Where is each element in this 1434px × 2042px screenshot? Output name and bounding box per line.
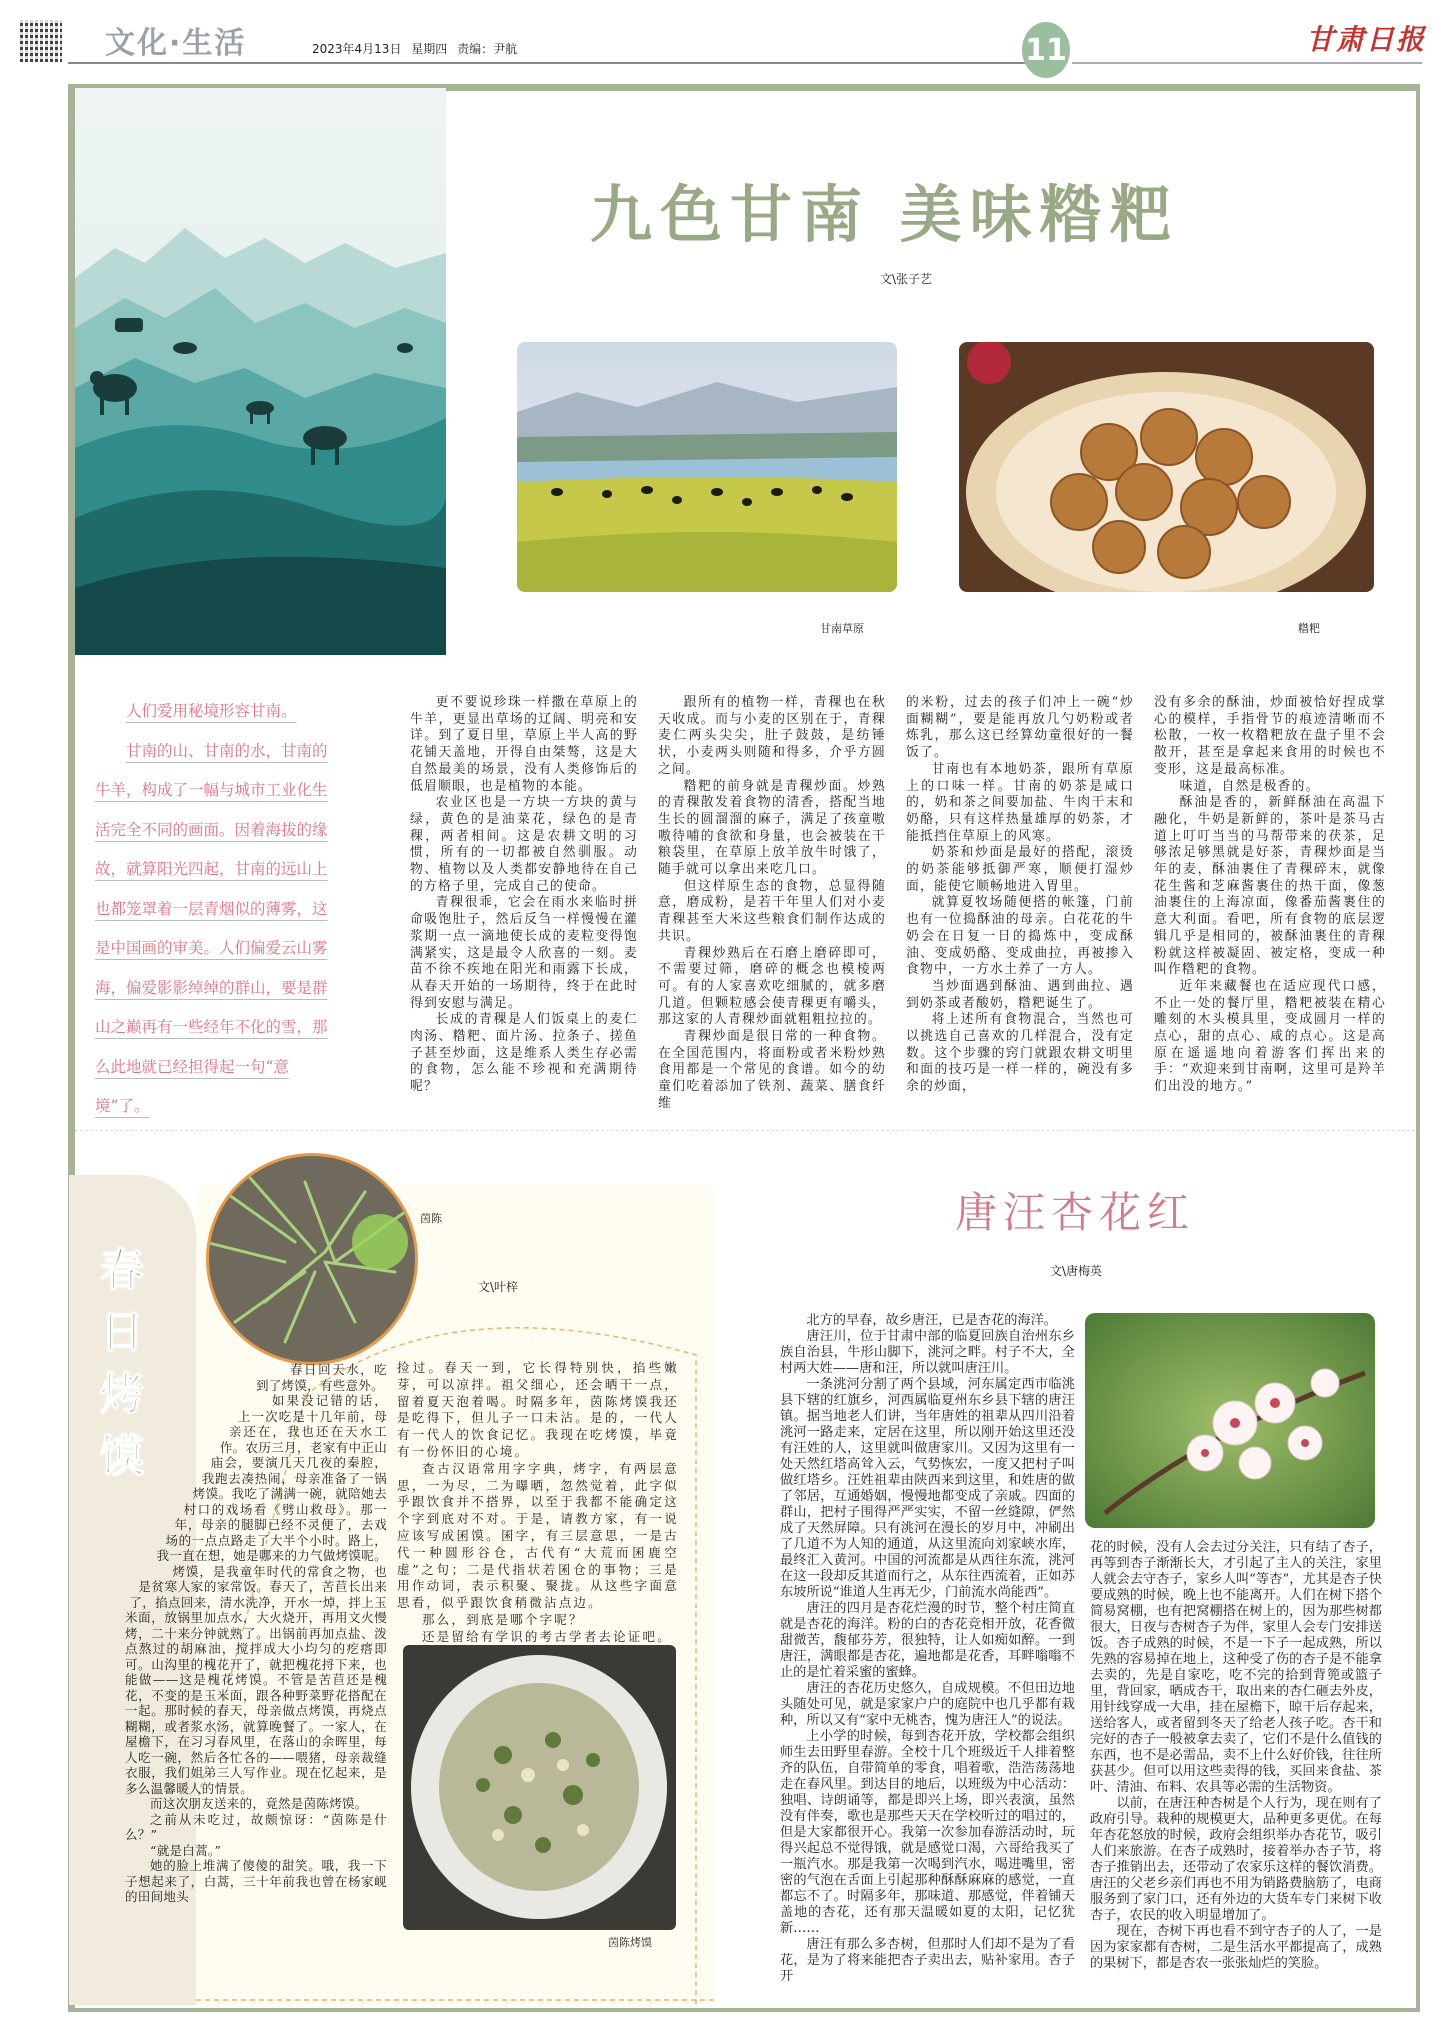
paragraph: 唐汪有那么多杏树，但那时人们却不是为了看花，是为了将来能把杏子卖出去，贴补家用。杏子开 <box>780 1937 1075 1984</box>
date: 2023年4月13日 <box>312 42 402 56</box>
landscape-illustration <box>75 88 446 655</box>
photo-caption: 茵陈烤馍 <box>608 1936 652 1949</box>
paragraph: 更不要说珍珠一样撒在草原上的牛羊，更显出草场的辽阔、明亮和安详。到了夏日里，草原上半人高的野花铺天盖地，开得自由桀骜，这是大自然最美的场景，没有人类修饰后的低眉顺眼，也是植物的本能。 <box>410 695 638 794</box>
paragraph: 那么，到底是哪个字呢？ <box>422 1611 584 1627</box>
paragraph: 捡过。春天一到，它长得特别快，掐些嫩芽，可以凉拌。祖父细心，还会晒干一点，留着夏天泡着喝。时隔多年，茵陈烤馍我还是吃得下，但儿子一口未沾。是的，一代人有一代人的饮食记忆。我现在吃烤馍，毕竟有一份怀旧的心境。 <box>397 1360 679 1459</box>
photo-gannan-grassland <box>517 342 897 592</box>
article-column <box>125 1362 387 1905</box>
section-title: 文化·生活 <box>105 26 247 61</box>
paragraph: 酥油是香的，新鲜酥油在高温下融化，牛奶是新鲜的，茶叶是茶马古道上叮叮当当的马帮带来的茯茶，足够浓足够黑就是好茶，青稞炒面是当年的麦，酥油裹住了青稞碎末，就像花生酱和芝麻酱裹住的热干面，像葱油裹住的上海凉面，像番茄酱裹住的意大利面。看吧，所有食物的底层逻辑几乎是相同的，被酥油裹住的青稞粉就这样被凝固、被定格，变成一种叫作糌粑的食物。 <box>1154 795 1386 978</box>
paragraph: 唐汪的杏花历史悠久，自成规模。不但田边地头随处可见，就是家家户户的庭院中也几乎都有栽种，所以又有“家中无桃杏，愧为唐汪人”的说法。 <box>780 1681 1075 1728</box>
page-number-badge: 11 <box>1022 22 1070 78</box>
article-column <box>397 1360 679 1646</box>
photo-caption: 茵陈 <box>420 1212 442 1225</box>
editor: 责编：尹航 <box>457 42 518 56</box>
paragraph: 青稞炒面是很日常的一种食物。在全国范围内，将面粉或者米粉炒熟食用都是一个常见的食谱。如今的幼童们吃着添加了铁剂、蔬菜、膳食纤维 <box>658 1029 886 1111</box>
paragraph: 糌粑的前身就是青稞炒面。炒熟的青稞散发着食物的清香，搭配当地生长的圆溜溜的麻子，满足了孩童嗷嗷待哺的食欲和身量，也会被装在干粮袋里，在草原上放羊放牛时饿了，随手就可以拿出来吃几口。 <box>658 778 886 878</box>
paragraph: 春日回天水，吃到了烤馍，有些意外。 <box>255 1362 387 1393</box>
paragraph: 青稞很乖，它会在雨水来临时拼命吸饱肚子，然后反刍一样慢慢在灌浆期一点一滴地使长成的麦粒变得饱满紧实，这是最令人欣喜的一刻。麦苗不徐不疾地在阳光和雨露下长成，从春天开始的一场期待，终于在此时得到安慰与满足。 <box>410 895 638 1011</box>
article-byline: 文\唐梅英 <box>1050 1264 1103 1278</box>
header-rule <box>68 62 1028 64</box>
paragraph: 而这次朋友送来的，竟然是茵陈烤馍。 <box>150 1796 368 1811</box>
paragraph: 甘南也有本地奶茶，跟所有草原上的口味一样。甘南的奶茶是咸口的，奶和茶之间要加盐、牛肉干末和奶酪，只有这样热量雄厚的奶茶，才能抵挡住草原上的风寒。 <box>906 761 1134 844</box>
paragraph: “就是白蒿。” <box>150 1842 222 1858</box>
article-byline: 文\叶梓 <box>478 1280 519 1294</box>
paragraph: 但这样原生态的食物，总显得随意，磨成粉，是若干年里人们对小麦青稞甚至大米这些粮食们制作达成的共识。 <box>658 878 886 944</box>
paragraph: 北方的早春，故乡唐汪，已是杏花的海洋。 <box>806 1313 1057 1328</box>
photo-artemisia <box>205 1152 420 1367</box>
paragraph: 现在，杏树下再也看不到守杏子的人了，一是因为家家都有杏树，二是生活水平都提高了，成熟的果树下，都是杏农一张张灿烂的笑脸。 <box>1090 1924 1382 1971</box>
paragraph: 当炒面遇到酥油、遇到曲拉、遇到奶茶或者酸奶，糌粑诞生了。 <box>906 978 1134 1011</box>
paragraph: 唐汪的四月是杏花烂漫的时节，整个村庄简直就是杏花的海洋。粉的白的杏花竞相开放，花香微甜微苦，馥郁芬芳，很独特，让人如痴如醉。一到唐汪，满眼都是杏花，遍地都是花香，耳畔嗡嗡不止的是忙着采蜜的蜜蜂。 <box>780 1601 1075 1680</box>
paragraph: 唐汪川，位于甘肃中部的临夏回族自治州东乡族自治县，牛形山脚下，洮河之畔。村子不大，全村两大姓——唐和汪，所以就叫唐汪川。 <box>780 1329 1075 1376</box>
paragraph: 农业区也是一方块一方块的黄与绿，黄色的是油菜花，绿色的是青稞，两者相间。这是农耕文明的习惯，所有的一切都被自然驯服。动物、植物以及人类都安静地待在自己的方格子里，完成自己的使命。 <box>410 795 638 894</box>
paragraph: 花的时候，没有人会去过分关注，只有结了杏子，再等到杏子渐渐长大，才引起了主人的关注，家里人就会去守杏子，家乡人叫“等杏”，尤其是杏子快要成熟的时候，晚上也不能离开。人们在树下搭个简易窝棚，也有把窝棚搭在树上的，因为那些树都很大，日夜与杏树杏子为伴，家里人会专门安排送饭。杏子成熟的时候，不是一下子一起成熟，所以先熟的容易掉在地上，这种受了伤的杏子是不能拿去卖的，先是自家吃，吃不完的拾到背篼或篮子里，背回家，晒成杏干，取出来的杏仁砸去外皮，用针线穿成一大串，挂在屋檐下，晾干后存起来，送给客人，或者留到冬天了给老人孩子吃。杏干和完好的杏子一般被拿去卖了，它们不是什么值钱的东西，也不是必需品，卖不上什么好价钱，往往所获甚少。但可以用这些卖得的钱，买回来食盐、茶叶、清油、布料、农具等必需的生活物资。 <box>1090 1540 1382 1795</box>
photo-apricot-blossoms <box>1085 1313 1375 1528</box>
paragraph: 没有多余的酥油，炒面被恰好捏成掌心的模样，手指骨节的痕迹清晰而不松散，一枚一枚糌粑放在盘子里不会散开，甚至是拿起来食用的时候也不变形，这是最高标准。 <box>1154 695 1386 777</box>
lead-paragraphs <box>95 692 330 1127</box>
paragraph: 跟所有的植物一样，青稞也在秋天收成。而与小麦的区别在于，青稞麦仁两头尖尖，肚子鼓鼓，是纺锤状，小麦两头则随和得多，介乎方圆之间。 <box>658 695 886 777</box>
photo-artemisia-kaomo <box>403 1645 676 1930</box>
dateline <box>312 40 517 57</box>
vertical-title: 春日烤馍 <box>100 1245 144 1482</box>
qr-code <box>20 20 62 62</box>
lead-paragraph: 人们爱用秘境形容甘南。 <box>126 702 297 720</box>
article-column <box>410 695 638 1115</box>
paragraph: 以前，在唐汪种杏树是个人行为，现在则有了政府引导。栽种的规模更大，品种更多更优。在每年杏花怒放的时候，政府会组织举办杏花节，吸引人们来旅游。在杏子成熟时，接着举办杏子节，将杏子推销出去，还带动了农家乐这样的餐饮消费。唐汪的父老乡亲们再也不用为销路费脑筋了，电商服务到了家门口，还有外边的大货车专门来树下收杏子，农民的收入明显增加了。 <box>1090 1796 1382 1923</box>
paragraph: 上小学的时候，每到杏花开放，学校都会组织师生去田野里春游。全校十几个班级近千人排着整齐的队伍，自带简单的零食，唱着歌，浩浩荡荡地走在春风里。到达目的地后，以班级为中心活动：独唱、诗朗诵等，都是即兴上场，即兴表演，虽然没有伴奏，歌也是那些天天在学校听过的唱过的，但是大家都很开心。我第一次参加春游活动时，玩得兴起总不觉得饿，就是感觉口渴，六哥给我买了一瓶汽水。那是我第一次喝到汽水，喝进嘴里，密密的气泡在舌面上引起那种酥酥麻麻的感觉，一直都忘不了。时隔多年，那味道、那感觉，伴着铺天盖地的杏花，还有那天温暖如夏的太阳，记忆犹新…… <box>780 1729 1075 1936</box>
article-title: 唐汪杏花红 <box>955 1188 1196 1237</box>
article-column <box>1090 1540 1382 1972</box>
paragraph: 她的脸上堆满了傻傻的甜笑。哦，我一下子想起来了，白蒿，三十年前我也曾在杨家岘的田间地头 <box>125 1858 387 1904</box>
newspaper-logo: 甘肃日报 <box>1306 23 1427 56</box>
paragraph: 如果没记错的话，上一次吃是十几年前，母亲还在，我也还在天水工作。农历三月，老家有中正山庙会，要演几天几夜的秦腔，我跑去凑热闹，母亲准备了一锅烤馍。我吃了满满一碗，就陪她去村口的戏场看《劈山救母》。那一年，母亲的腿脚已经不灵便了，去戏场的一点点路走了大半个小时。路上，我一直在想，她是哪来的力气做烤馍呢。 <box>156 1393 387 1563</box>
article-column <box>1154 695 1386 1115</box>
paragraph: 将上述所有食物混合，当然也可以挑选自己喜欢的几样混合，没有定数。这个步骤的窍门就跟农耕文明里和面的技巧是一样一样的，碗没有多余的炒面， <box>906 1012 1134 1095</box>
article-byline: 文\张子艺 <box>880 272 933 286</box>
paragraph: 之前从未吃过，故颇惊讶：“茵陈是什么？” <box>125 1811 387 1842</box>
photo-caption: 甘南草原 <box>820 622 864 635</box>
lead-paragraph: 甘南的山、甘南的水，甘南的牛羊，构成了一幅与城市工业化生活完全不同的画面。因着海拔的缘故，就算阳光四起，甘南的远山上也都笼罩着一层青烟似的薄雾，这是中国画的审美。人们偏爱云山雾海，偏爱影影绰绰的群山，要是群山之巅再有一些经年不化的雪，那么此地就已经担得起一句“意境”了。 <box>95 741 328 1115</box>
photo-caption: 糌粑 <box>1298 622 1320 635</box>
paragraph: 的米粉，过去的孩子们冲上一碗“炒面糊糊”，要是能再放几勺奶粉或者炼乳，那么这已经算幼童很好的一餐饭了。 <box>906 695 1134 761</box>
article-title: 九色甘南 美味糌粑 <box>590 178 1180 251</box>
paragraph: 还是留给有学识的考古学者去论证吧。 <box>422 1628 672 1644</box>
section-divider <box>75 1130 1415 1131</box>
paragraph: 就算夏牧场随便搭的帐篷，门前也有一位捣酥油的母亲。白花花的牛奶会在日复一日的捣炼中，变成酥油、变成奶酪、变成曲拉，再被掺入食物中，一方水土养了一方人。 <box>906 895 1134 978</box>
article-column <box>906 695 1134 1115</box>
weekday: 星期四 <box>411 42 448 56</box>
article-column <box>658 695 886 1115</box>
paragraph: 味道，自然是极香的。 <box>1179 778 1320 794</box>
paragraph: 奶茶和炒面是最好的搭配，滚烫的奶茶能够抵御严寒，顺便打湿炒面，能使它顺畅地进入胃里。 <box>906 845 1134 894</box>
article-column <box>780 1313 1075 1985</box>
paragraph: 烤馍，是我童年时代的常食之物，也是贫寒人家的家常饭。春天了，苦苣长出来了，掐点回来，清水洗净，开水一焯，拌上玉米面，放锅里加点水，大火烧开，再用文火慢烤，二十来分钟就熟了。出锅前再加点盐、泼点熬过的胡麻油，搅拌成大小均匀的疙瘩即可。山沟里的槐花开了，就把槐花捋下来，也能做——这是槐花烤馍。不管是苦苣还是槐花，不变的是玉米面，跟各种野菜野花搭配在一起。那时候的春天，母亲做点烤馍，再烧点糊糊，或者浆水汤，就算晚餐了。一家人，在屋檐下，在习习春风里，在落山的余晖里，每人吃一碗，然后各忙各的——喂猪，母亲裁缝衣服，我们姐弟三人写作业。现在忆起来，是多么温馨暖人的情景。 <box>125 1563 387 1796</box>
paragraph: 一条洮河分割了两个县域，河东属定西市临洮县下辖的红旗乡，河西属临夏州东乡县下辖的唐汪镇。据当地老人们讲，当年唐姓的祖辈从四川沿着洮河一路走来，定居在这里，所以刚开始这里还没有汪姓的人，这里就叫做唐家川。又因为这里有一处天然红塔高耸入云，气势恢宏，一度又把村子叫做红塔乡。汪姓祖辈由陕西来到这里，和姓唐的做了邻居，互通婚姻，慢慢地都变成了亲戚。四面的群山，把村子围得严严实实，不留一丝缝隙，俨然成了天然屏障。只有洮河在漫长的岁月中，冲刷出了几道不为人知的通道，从这里流向刘家峡水库，最终汇入黄河。中国的河流都是从西往东流，洮河在这一段却反其道而行之，从东往西流着，正如苏东坡所说“谁道人生再无少，门前流水尚能西”。 <box>780 1377 1075 1600</box>
header-rule-right <box>1072 62 1422 64</box>
paragraph: 青稞炒熟后在石磨上磨碎即可，不需要过筛，磨碎的概念也模棱两可。有的人家喜欢吃细腻的，就多磨几道。但颗粒感会使青稞更有嚼头，那这家的人青稞炒面就粗粗拉拉的。 <box>658 945 886 1028</box>
paragraph: 近年来藏餐也在适应现代口感，不止一处的餐厅里，糌粑被装在精心雕刻的木头模具里，变成圆月一样的点心，甜的点心、咸的点心。这是高原在遥遥地向着游客们挥出来的手：“欢迎来到甘南啊，这里可是羚羊们出没的地方。” <box>1154 978 1386 1095</box>
paragraph: 查古汉语常用字字典，烤字，有两层意思，一为尽，二为曝晒，忽然觉着，此字似乎跟饮食并不搭界，以至于我都不能确定这个字到底对不对。于是，请教方家，有一说应该写成囷馍。囷字，有三层意思，一是古代一种圆形谷仓，古代有“大荒而囷鹿空虚”之句；二是代指状若囷仓的事物；三是用作动词，表示积聚、聚拢。从这些字面意思看，似乎跟饮食稍微沾点边。 <box>397 1460 679 1611</box>
photo-tsampa <box>959 342 1374 592</box>
paragraph: 长成的青稞是人们饭桌上的麦仁肉汤、糌粑、面片汤、拉条子、搓鱼子甚至炒面，这是维系人类生存必需的食物，怎么能不珍视和充满期待呢？ <box>410 1012 638 1095</box>
